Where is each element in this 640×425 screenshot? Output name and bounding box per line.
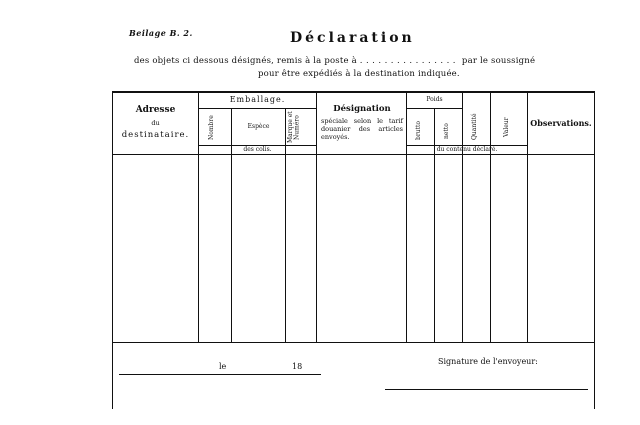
col-rule (462, 91, 463, 342)
designation-header (318, 95, 406, 150)
date-le-label: le (219, 362, 227, 371)
emballage-header: Emballage. (229, 95, 286, 104)
intro-line-1-end: par le soussigné (461, 56, 536, 66)
observations-header: Observations. (530, 118, 592, 128)
table-right-border (594, 91, 595, 409)
col-rule (434, 108, 435, 342)
date-line (119, 374, 321, 375)
col-rule (316, 91, 317, 342)
brutto-header: brutto (415, 120, 422, 140)
valeur-header: Valeur (503, 117, 510, 137)
contenu-label: du contenu déclaré. (436, 146, 498, 154)
signature-label: Signature de l'envoyeur: (438, 357, 538, 366)
signature-line (385, 389, 588, 390)
col-rule (198, 91, 199, 342)
body-bottom-rule (112, 342, 595, 343)
intro-line-1-text: des objets ci dessous désignés, remis à la poste à (134, 56, 357, 66)
nombre-header: Nombre (208, 115, 215, 141)
intro-line-1 (134, 56, 535, 66)
designation-sub: spéciale selon le tarif douanier des articles envoyés. (321, 117, 403, 142)
col-rule (285, 108, 286, 342)
beilage-label: Beilage B. 2. (129, 28, 193, 38)
du-label: du (151, 119, 160, 128)
adresse-header (113, 92, 198, 154)
poids-rule (406, 108, 462, 109)
quantite-header: Quantité (471, 113, 478, 141)
date-year-label: 18 (292, 362, 303, 371)
adresse-label: Adresse (135, 105, 176, 115)
intro-line-2: pour être expédiés à la destination indiquée. (258, 69, 460, 79)
col-rule (490, 91, 491, 342)
col-rule (406, 91, 407, 342)
page-title: Déclaration (290, 30, 415, 46)
netto-header: netto (443, 123, 450, 139)
espece-header: Espèce (247, 123, 270, 131)
designation-title: Désignation (333, 103, 391, 114)
poids-header: Poids (426, 96, 443, 104)
destinataire-label: destinataire. (121, 130, 190, 141)
marque-header: Marque et Numéro (287, 111, 301, 144)
header-bottom-rule (112, 154, 595, 155)
des-colis-label: des colis. (243, 146, 272, 154)
post-office-blank: ................ (359, 56, 460, 66)
